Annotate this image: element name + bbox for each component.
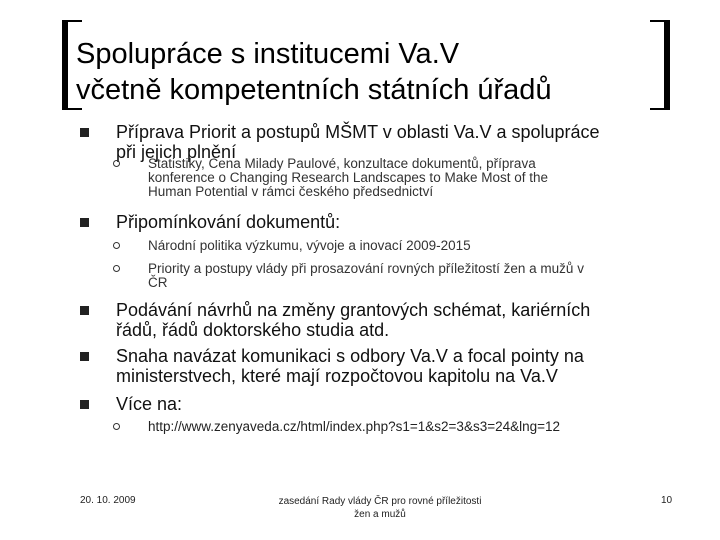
sub-bullet-text-line: Statistiky, Cena Milady Paulové, konzultace dokumentů, příprava xyxy=(148,156,536,171)
sub-bullet-text-line: Human Potential v rámci českého předsednictví xyxy=(148,184,434,199)
circle-bullet-icon xyxy=(113,265,120,272)
sub-bullet-government-priorities xyxy=(148,262,584,290)
bullet-text-line: Připomínkování dokumentů: xyxy=(116,212,341,232)
bullet-text-line: Podávání návrhů na změny grantových schémat, kariérních xyxy=(116,300,591,320)
square-bullet-icon xyxy=(80,128,89,137)
link-zenyaveda-text[interactable]: http://www.zenyaveda.cz/html/index.php?s1=1&s2=3&s3=24&lng=12 xyxy=(148,419,561,434)
footer-date: 20. 10. 2009 xyxy=(80,495,136,506)
bullet-text-line: řádů, řádů doktorského studia atd. xyxy=(116,320,390,340)
title-line-1: Spolupráce s institucemi Va.V xyxy=(76,38,460,70)
footer-event-line: žen a mužů xyxy=(354,509,406,520)
bullet-text-line: Snaha navázat komunikaci s odbory Va.V a focal pointy na xyxy=(116,346,584,366)
square-bullet-icon xyxy=(80,218,89,227)
sub-bullet-statistics xyxy=(148,157,548,199)
sub-bullet-text-line: konference o Changing Research Landscapes to Make Most of the xyxy=(148,170,548,185)
bullet-proposals xyxy=(116,300,590,340)
sub-bullet-national-policy xyxy=(148,239,471,253)
square-bullet-icon xyxy=(80,306,89,315)
footer-event xyxy=(260,495,500,521)
square-bullet-icon xyxy=(80,400,89,409)
slide-title xyxy=(76,36,656,108)
title-line-2: včetně kompetentních státních úřadů xyxy=(76,74,552,106)
link-zenyaveda[interactable] xyxy=(148,420,560,434)
bullet-more-info xyxy=(116,394,182,414)
bullet-text-line: Více na: xyxy=(116,394,183,414)
sub-bullet-text-line: Priority a postupy vlády při prosazování rovných příležitostí žen a mužů v xyxy=(148,261,584,276)
square-bullet-icon xyxy=(80,352,89,361)
footer-event-line: zasedání Rady vlády ČR pro rovné příležitosti xyxy=(278,496,482,507)
bullet-text-line: při jejich plnění xyxy=(116,142,237,162)
bullet-document-comments xyxy=(116,212,340,232)
sub-bullet-text-line: ČR xyxy=(148,275,168,290)
circle-bullet-icon xyxy=(113,423,120,430)
circle-bullet-icon xyxy=(113,242,120,249)
bullet-text-line: Příprava Priorit a postupů MŠMT v oblasti Va.V a spolupráce xyxy=(116,122,600,142)
circle-bullet-icon xyxy=(113,160,120,167)
bullet-communication xyxy=(116,346,584,386)
sub-bullet-text-line: Národní politika výzkumu, vývoje a inovací 2009-2015 xyxy=(148,238,471,253)
bullet-text-line: ministerstvech, které mají rozpočtovou kapitolu na Va.V xyxy=(116,366,558,386)
page-number: 10 xyxy=(661,495,673,506)
